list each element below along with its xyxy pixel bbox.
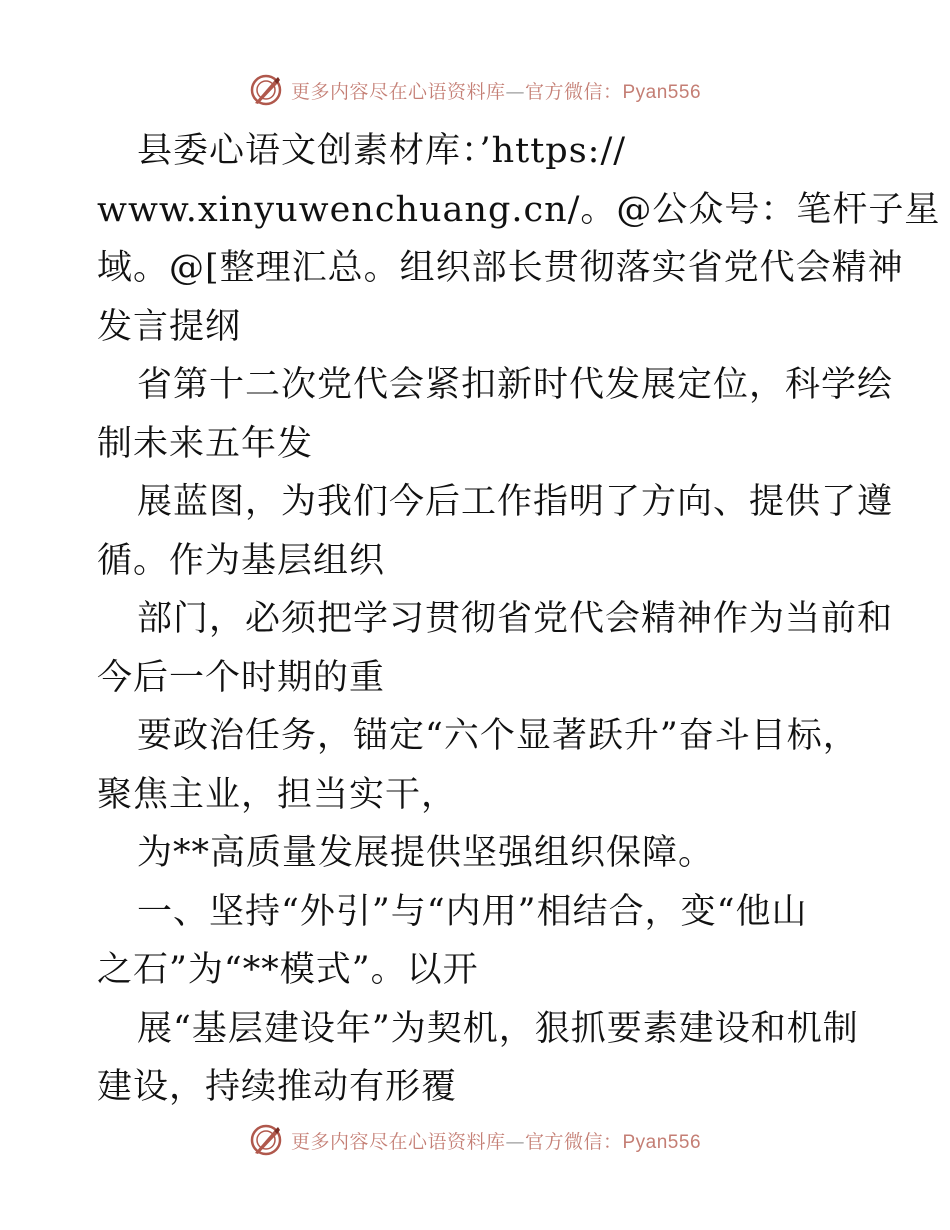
pen-logo-icon <box>249 1123 283 1157</box>
watermark-slogan: 更多内容尽在心语资料库 <box>290 1130 506 1153</box>
paragraph-8 <box>97 1000 857 1117</box>
watermark-text <box>291 77 701 104</box>
header-watermark <box>0 70 950 110</box>
watermark-id: Pyan556 <box>622 1131 702 1153</box>
text-line: 聚焦主业，担当实干， <box>97 774 458 815</box>
text-line: 循。作为基层组织 <box>97 540 386 581</box>
text-line: 建设，持续推动有形覆 <box>97 1067 458 1107</box>
text-line: 要政治任务，锚定“六个显著跃升”奋斗目标， <box>137 716 859 756</box>
text-line: 发言提纲 <box>97 306 242 347</box>
text-line: 展“基层建设年”为契机，狠抓要素建设和机制 <box>137 1008 859 1049</box>
paragraph-5 <box>97 707 857 824</box>
text-line: 域。@[整理汇总。组织部长贯彻落实省党代会精神 <box>97 248 904 288</box>
watermark-separator: — <box>505 80 525 103</box>
text-line: 制未来五年发 <box>97 423 314 464</box>
text-line: 县委心语文创素材库：’https:// <box>137 131 627 171</box>
pen-logo-icon <box>249 73 283 107</box>
text-line: 之石”为“**模式”。以开 <box>97 950 479 990</box>
paragraph-2 <box>97 356 894 473</box>
text-line: 展蓝图，为我们今后工作指明了方向、提供了遵 <box>137 482 894 522</box>
paragraph-1 <box>97 122 941 356</box>
text-line: 今后一个时期的重 <box>97 657 386 698</box>
watermark-separator: — <box>505 1130 525 1153</box>
paragraph-7 <box>97 883 857 1000</box>
text-line: 为**高质量发展提供坚强组织保障。 <box>137 833 715 873</box>
text-line: www.xinyuwenchuang.cn/。@公众号：笔杆子星 <box>97 189 941 230</box>
watermark-text <box>291 1127 701 1154</box>
watermark-contact: 官方微信： <box>524 80 623 103</box>
watermark-slogan: 更多内容尽在心语资料库 <box>290 80 506 103</box>
text-line: 省第十二次党代会紧扣新时代发展定位，科学绘 <box>137 365 894 405</box>
paragraph-3 <box>97 473 894 590</box>
paragraph-4 <box>97 590 894 707</box>
paragraph-6 <box>97 824 857 883</box>
text-line: 一、坚持“外引”与“内用”相结合，变“他山 <box>137 891 808 932</box>
footer-watermark <box>0 1120 950 1160</box>
document-body <box>97 122 941 1117</box>
watermark-id: Pyan556 <box>622 81 702 103</box>
text-line: 部门，必须把学习贯彻省党代会精神作为当前和 <box>137 599 894 639</box>
watermark-contact: 官方微信： <box>524 1130 623 1153</box>
